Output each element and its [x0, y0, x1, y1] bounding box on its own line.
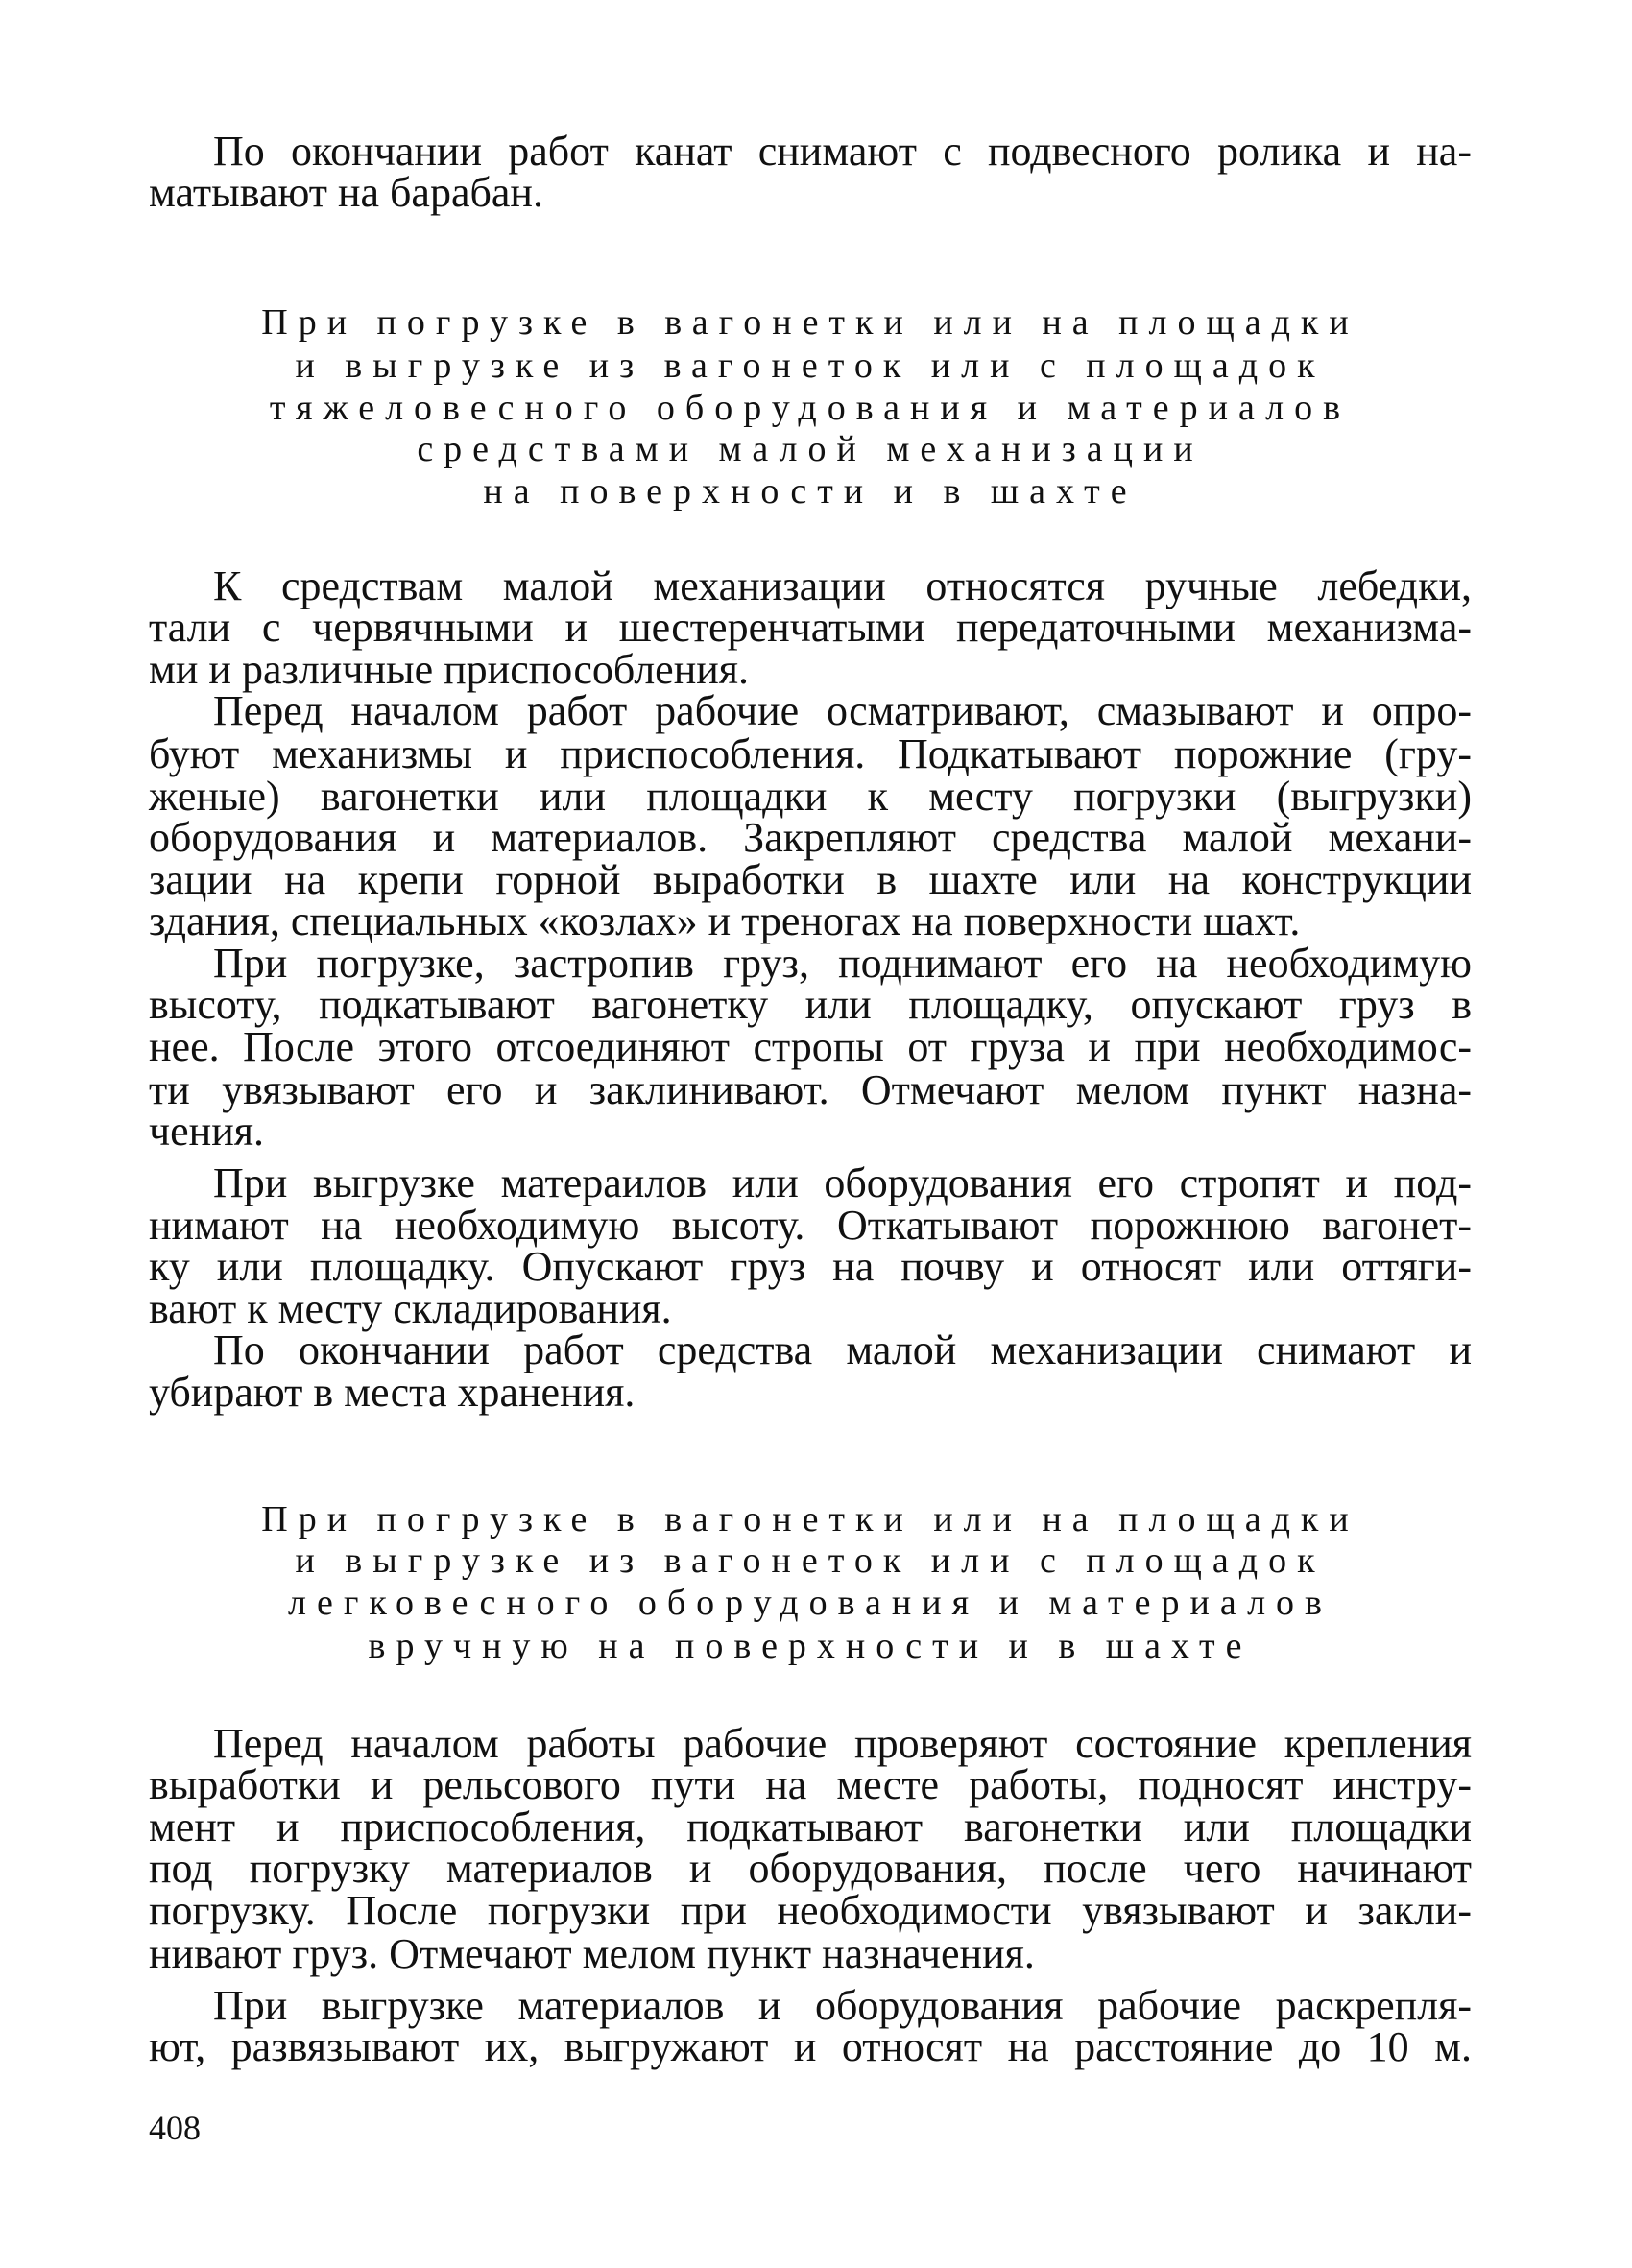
- section-heading-line: и выгрузке из вагонеток или с площадок: [295, 1540, 1326, 1581]
- paragraph-line: погрузку. После погрузки при необходимости увязывают и закли-: [149, 1887, 1472, 1934]
- paragraph-line: мент и приспособления, подкатывают вагонетки или площадки: [149, 1803, 1472, 1850]
- paragraph-line: матывают на барабан.: [149, 169, 543, 216]
- paragraph-line: зации на крепи горной выработки в шахте или на конструкции: [149, 856, 1472, 903]
- section-heading-line: тяжеловесного оборудования и материалов: [269, 388, 1352, 428]
- paragraph-line: вают к месту складирования.: [149, 1285, 672, 1332]
- section-heading-line: на поверхности и в шахте: [483, 471, 1138, 512]
- paragraph-line: При погрузке, застропив груз, поднимают его на необходимую: [213, 940, 1472, 987]
- paragraph-line: буют механизмы и приспособления. Подкатывают порожние (гру-: [149, 730, 1472, 777]
- paragraph-line: женые) вагонетки или площадки к месту погрузки (выгрузки): [149, 773, 1472, 820]
- paragraph-line: чения.: [149, 1108, 264, 1155]
- paragraph-line: нивают груз. Отмечают мелом пункт назначения.: [149, 1930, 1035, 1977]
- section-heading-line: вручную на поверхности и в шахте: [368, 1626, 1253, 1666]
- section-heading-line: При погрузке в вагонетки или на площадки: [261, 1499, 1359, 1540]
- paragraph-line: тали с червячными и шестеренчатыми передаточными механизма-: [149, 604, 1472, 651]
- paragraph-line: По окончании работ канат снимают с подвесного ролика и на-: [213, 128, 1472, 175]
- page-number: 408: [149, 2109, 201, 2147]
- paragraph-line: При выгрузке матераилов или оборудования его стропят и под-: [213, 1159, 1472, 1206]
- section-heading-line: легковесного оборудования и материалов: [288, 1583, 1332, 1623]
- section-heading-line: При погрузке в вагонетки или на площадки: [261, 302, 1359, 343]
- paragraph-line: Перед началом работы рабочие проверяют состояние крепления: [213, 1720, 1472, 1767]
- paragraph-line: здания, специальных «козлах» и треногах на поверхности шахт.: [149, 897, 1301, 944]
- paragraph-line: под погрузку материалов и оборудования, после чего начинают: [149, 1845, 1472, 1892]
- paragraph-line: При выгрузке материалов и оборудования рабочие раскрепля-: [213, 1982, 1472, 2029]
- paragraph-line: нимают на необходимую высоту. Откатывают порожнюю вагонет-: [149, 1202, 1472, 1249]
- paragraph-line: ти увязывают его и заклинивают. Отмечают мелом пункт назна-: [149, 1066, 1472, 1113]
- section-heading-line: средствами малой механизации: [417, 429, 1204, 469]
- paragraph-line: К средствам малой механизации относятся ручные лебедки,: [213, 562, 1472, 609]
- paragraph-line: оборудования и материалов. Закрепляют средства малой механи-: [149, 814, 1472, 861]
- paragraph-line: выработки и рельсового пути на месте работы, подносят инстру-: [149, 1761, 1472, 1808]
- paragraph-line: ют, развязывают их, выгружают и относят на расстояние до 10 м.: [149, 2023, 1472, 2070]
- section-heading-line: и выгрузке из вагонеток или с площадок: [295, 346, 1326, 386]
- paragraph-line: убирают в места хранения.: [149, 1369, 636, 1416]
- paragraph-line: ми и различные приспособления.: [149, 646, 750, 693]
- paragraph-line: ку или площадку. Опускают груз на почву и относят или оттяги-: [149, 1243, 1472, 1290]
- paragraph-line: По окончании работ средства малой механизации снимают и: [213, 1326, 1472, 1373]
- paragraph-line: высоту, подкатывают вагонетку или площадку, опускают груз в: [149, 981, 1472, 1028]
- paragraph-line: Перед началом работ рабочие осматривают, смазывают и опро-: [213, 687, 1472, 734]
- paragraph-line: нее. После этого отсоединяют стропы от груза и при необходимос-: [149, 1023, 1472, 1070]
